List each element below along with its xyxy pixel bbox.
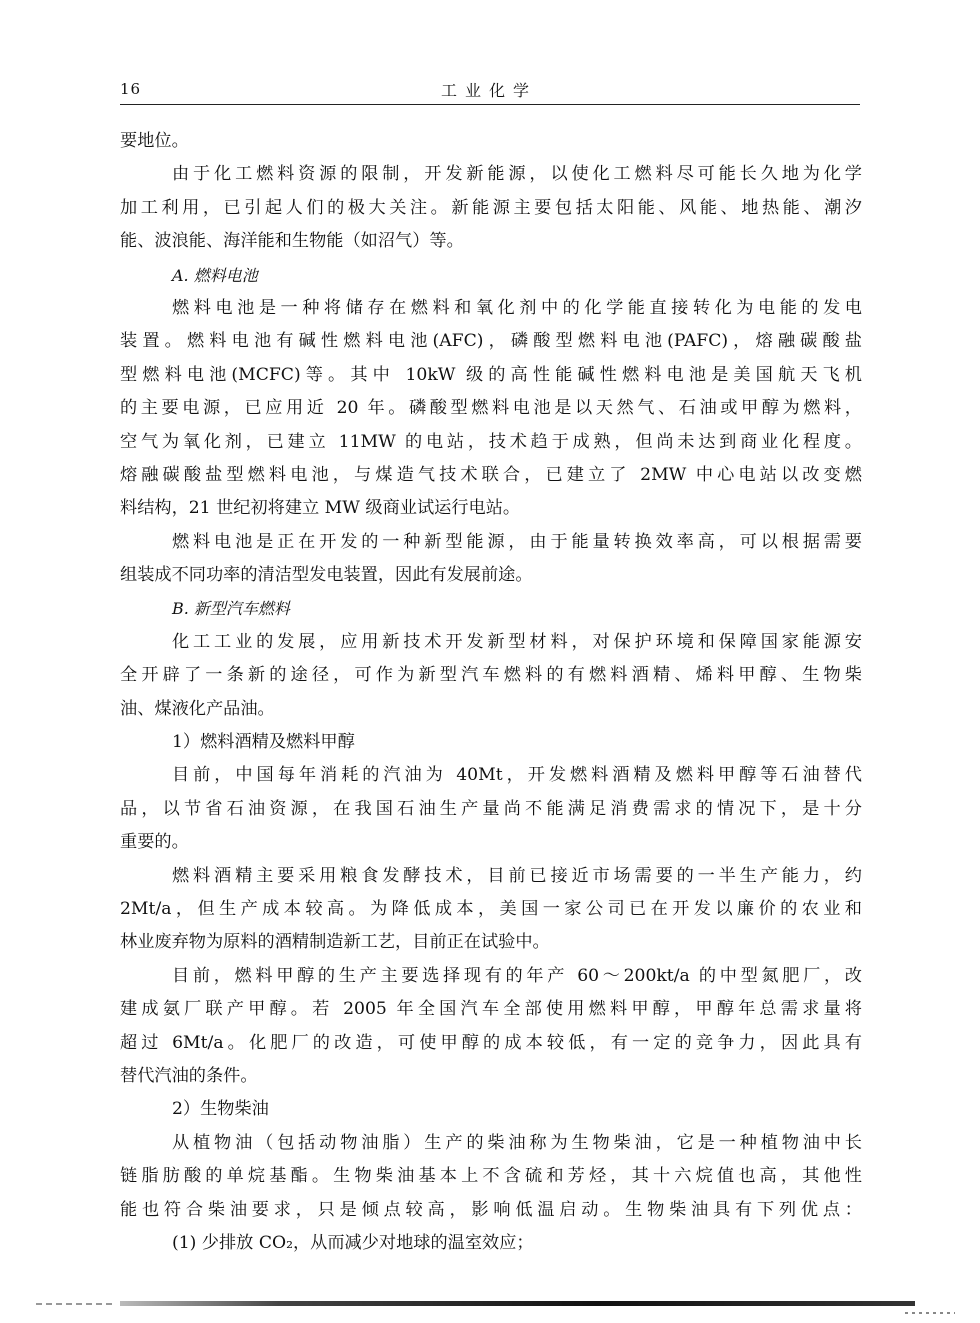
text-line: 空气为氧化剂，已建立 11MW 的电站，技术趋于成熟，但尚未达到商业化程度。	[120, 431, 862, 452]
footer-scan-edge	[120, 1301, 915, 1306]
text-line: 料结构，21 世纪初将建立 MW 级商业试运行电站。	[120, 498, 521, 519]
text-line: 替代汽油的条件。	[120, 1065, 258, 1086]
text-line: 燃料酒精主要采用粮食发酵技术，目前已接近市场需要的一半生产能力，约	[172, 865, 862, 886]
section-heading: B. 新型汽车燃料	[172, 599, 290, 619]
text-line: 型燃料电池(MCFC)等。其中 10kW 级的高性能碱性燃料电池是美国航天飞机	[120, 364, 862, 385]
text-line: 重要的。	[120, 832, 189, 853]
text-line: 全开辟了一条新的途径，可作为新型汽车燃料的有燃料酒精、烯料甲醇、生物柴	[120, 665, 862, 686]
text-line: 目前，中国每年消耗的汽油为 40Mt，开发燃料酒精及燃料甲醇等石油替代	[172, 765, 862, 786]
body-text	[120, 125, 862, 1260]
text-line: 燃料电池是一种将储存在燃料和氧化剂中的化学能直接转化为电能的发电	[172, 297, 862, 318]
text-line: 能、波浪能、海洋能和生物能（如沼气）等。	[120, 231, 464, 252]
text-line: 目前，燃料甲醇的生产主要选择现有的年产 60～200kt/a 的中型氮肥厂，改	[172, 965, 862, 986]
text-line: 要地位。	[120, 131, 189, 151]
text-line: 从植物油（包括动物油脂）生产的柴油称为生物柴油，它是一种植物油中长	[172, 1132, 862, 1153]
text-line: 超过 6Mt/a。化肥厂的改造，可使甲醇的成本较低，有一定的竞争力，因此具有	[120, 1032, 862, 1053]
text-line: 林业废弃物为原料的酒精制造新工艺，目前正在试验中。	[120, 932, 550, 953]
text-line: 2Mt/a，但生产成本较高。为降低成本，美国一家公司已在开发以廉价的农业和	[120, 898, 862, 919]
text-line: 化工工业的发展，应用新技术开发新型材料，对保护环境和保障国家能源安	[172, 631, 862, 652]
text-line: 组装成不同功率的清洁型发电装置，因此有发展前途。	[120, 565, 533, 586]
footer-scan-dots	[905, 1312, 955, 1314]
text-line: 建成氨厂联产甲醇。若 2005 年全国汽车全部使用燃料甲醇，甲醇年总需求量将	[120, 999, 862, 1020]
page-number: 16	[120, 80, 142, 98]
running-title: 工业化学	[440, 81, 537, 100]
section-heading: A. 燃料电池	[172, 265, 258, 285]
text-line: 熔融碳酸盐型燃料电池，与煤造气技术联合，已建立了 2MW 中心电站以改变燃	[120, 464, 862, 485]
page-header	[120, 76, 858, 102]
text-line: 装置。燃料电池有碱性燃料电池(AFC)，磷酸型燃料电池(PAFC)，熔融碳酸盐	[120, 331, 862, 352]
text-line: 燃料电池是正在开发的一种新型能源，由于能量转换效率高，可以根据需要	[172, 531, 862, 552]
text-line: 加工利用，已引起人们的极大关注。新能源主要包括太阳能、风能、地热能、潮汐	[120, 197, 862, 218]
text-line: 的主要电源，已应用近 20 年。磷酸型燃料电池是以天然气、石油或甲醇为燃料，	[120, 398, 862, 419]
header-divider	[120, 104, 860, 105]
text-line: (1) 少排放 CO₂，从而减少对地球的温室效应；	[172, 1232, 534, 1253]
footer-scan-mark	[36, 1303, 116, 1305]
text-line: 品，以节省石油资源，在我国石油生产量尚不能满足消费需求的情况下，是十分	[120, 798, 862, 819]
text-line: 1）燃料酒精及燃料甲醇	[172, 732, 355, 753]
text-line: 2）生物柴油	[172, 1099, 269, 1120]
text-line: 由于化工燃料资源的限制，开发新能源，以使化工燃料尽可能长久地为化学	[172, 164, 862, 185]
text-line: 链脂肪酸的单烷基酯。生物柴油基本上不含硫和芳烃，其十六烷值也高，其他性	[120, 1166, 862, 1187]
text-line: 油、煤液化产品油。	[120, 698, 275, 719]
text-line: 能也符合柴油要求，只是倾点较高，影响低温启动。生物柴油具有下列优点：	[120, 1199, 862, 1220]
